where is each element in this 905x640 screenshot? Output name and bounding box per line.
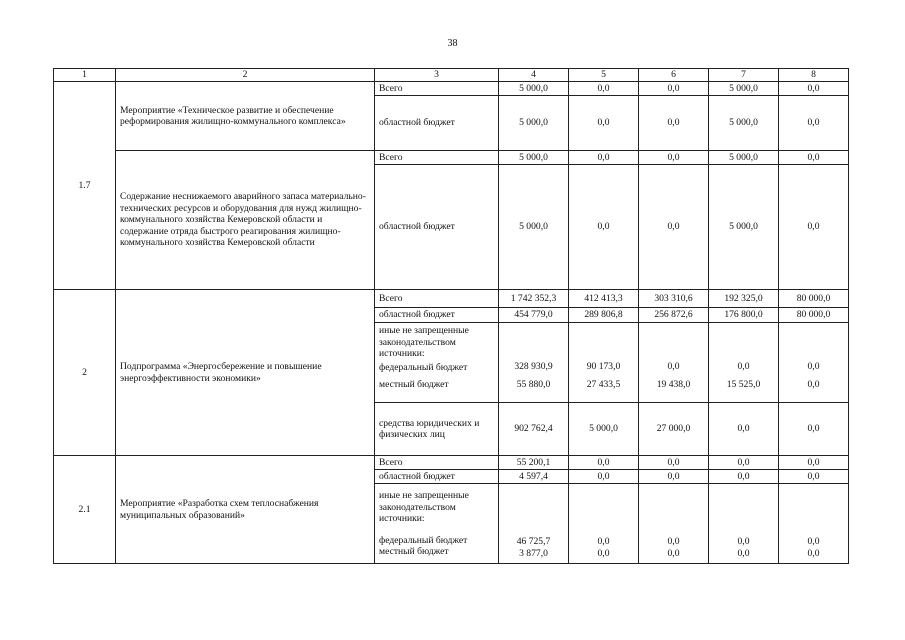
source-label [375, 484, 499, 564]
value-cell: 0,0 [569, 82, 639, 96]
table-row [54, 456, 849, 470]
value-cell: 80 000,0 [779, 290, 849, 308]
value-cell: 5 000,0 [709, 82, 779, 96]
value-cell: 1 742 352,3 [499, 290, 569, 308]
federal-value: 0,0 [667, 536, 680, 547]
federal-value: 0,0 [807, 536, 820, 547]
value-cell [639, 323, 709, 403]
source-label: областной бюджет [375, 165, 499, 290]
value-cell: 4 597,4 [499, 470, 569, 484]
value-cell: 0,0 [779, 403, 849, 456]
local-value: 27 433,5 [586, 378, 621, 390]
header-cell: 7 [709, 69, 779, 82]
value-cell: 5 000,0 [499, 165, 569, 290]
value-cell: 0,0 [569, 151, 639, 165]
federal-value: 328 930,9 [514, 361, 553, 372]
source-label: Всего [375, 456, 499, 470]
federal-value: 0,0 [737, 536, 750, 547]
source-label: Всего [375, 151, 499, 165]
header-cell: 3 [375, 69, 499, 82]
federal-value: 46 725,7 [516, 536, 551, 547]
value-cell: 256 872,6 [639, 308, 709, 323]
value-cell: 0,0 [709, 470, 779, 484]
value-cell: 0,0 [779, 82, 849, 96]
row-number: 2.1 [54, 456, 116, 564]
row-number: 2 [54, 290, 116, 456]
value-cell: 0,0 [569, 456, 639, 470]
value-cell [709, 484, 779, 564]
source-label: Всего [375, 82, 499, 96]
value-cell: 80 000,0 [779, 308, 849, 323]
local-value: 3 877,0 [519, 547, 548, 559]
local-value: 0,0 [737, 547, 750, 559]
value-cell: 5 000,0 [569, 403, 639, 456]
source-label: областной бюджет [375, 96, 499, 151]
header-cell: 5 [569, 69, 639, 82]
source-label [375, 323, 499, 403]
table-row [54, 290, 849, 308]
item-name: Мероприятие «Разработка схем теплоснабжения муниципальных образований» [116, 456, 375, 564]
table-row [54, 151, 849, 165]
header-cell: 8 [779, 69, 849, 82]
header-cell: 2 [116, 69, 375, 82]
value-cell: 0,0 [779, 165, 849, 290]
local-value: 0,0 [807, 378, 820, 390]
value-cell: 0,0 [639, 82, 709, 96]
page-number: 38 [447, 38, 458, 49]
source-label: Всего [375, 290, 499, 308]
federal-value: 0,0 [667, 361, 680, 372]
local-label: местный бюджет [379, 379, 449, 390]
value-cell: 303 310,6 [639, 290, 709, 308]
value-cell: 0,0 [569, 96, 639, 151]
value-cell [499, 323, 569, 403]
header-cell: 1 [54, 69, 116, 82]
federal-label: федеральный бюджет [379, 534, 468, 546]
value-cell: 5 000,0 [709, 165, 779, 290]
item-name: Мероприятие «Техническое развитие и обеспечение реформирования жилищно-коммунального комплекса» [116, 82, 375, 151]
value-cell: 0,0 [639, 470, 709, 484]
value-cell: 0,0 [569, 470, 639, 484]
source-label: областной бюджет [375, 308, 499, 323]
value-cell: 412 413,3 [569, 290, 639, 308]
federal-value: 90 173,0 [586, 361, 621, 372]
value-cell [779, 323, 849, 403]
value-cell: 0,0 [779, 151, 849, 165]
local-value: 0,0 [597, 547, 610, 559]
value-cell: 192 325,0 [709, 290, 779, 308]
local-value: 0,0 [667, 547, 680, 559]
federal-label: федеральный бюджет [379, 361, 468, 373]
value-cell: 5 000,0 [709, 96, 779, 151]
value-cell: 5 000,0 [499, 82, 569, 96]
value-cell: 0,0 [639, 165, 709, 290]
table-row [54, 82, 849, 96]
federal-value: 0,0 [807, 361, 820, 372]
value-cell: 0,0 [709, 403, 779, 456]
value-cell: 55 200,1 [499, 456, 569, 470]
local-label: местный бюджет [379, 546, 449, 557]
value-cell: 0,0 [639, 456, 709, 470]
header-cell: 4 [499, 69, 569, 82]
value-cell: 176 800,0 [709, 308, 779, 323]
value-cell: 0,0 [779, 470, 849, 484]
value-cell: 5 000,0 [499, 96, 569, 151]
value-cell: 0,0 [569, 165, 639, 290]
item-name: Подпрограмма «Энергосбережение и повышение энергоэффективности экономики» [116, 290, 375, 456]
value-cell: 0,0 [639, 96, 709, 151]
value-cell: 902 762,4 [499, 403, 569, 456]
source-label: средства юридических и физических лиц [375, 403, 499, 456]
value-cell: 27 000,0 [639, 403, 709, 456]
federal-value: 0,0 [597, 536, 610, 547]
value-cell [639, 484, 709, 564]
value-cell: 0,0 [709, 456, 779, 470]
value-cell: 0,0 [779, 96, 849, 151]
header-cell: 6 [639, 69, 709, 82]
value-cell: 289 806,8 [569, 308, 639, 323]
item-name: Содержание неснижаемого аварийного запаса материально-технических ресурсов и оборудования для нужд жилищно-коммунального хозяйства Кемеровской области и содержание отряда быстрого реагирования жилищно-коммунального хозяйства Кемеровской области [116, 151, 375, 290]
value-cell: 454 779,0 [499, 308, 569, 323]
local-value: 19 438,0 [656, 378, 691, 390]
value-cell: 0,0 [779, 456, 849, 470]
source-label: областной бюджет [375, 470, 499, 484]
value-cell: 5 000,0 [709, 151, 779, 165]
federal-value: 0,0 [737, 361, 750, 372]
value-cell [569, 323, 639, 403]
local-value: 15 525,0 [726, 378, 761, 390]
value-cell [499, 484, 569, 564]
value-cell [709, 323, 779, 403]
other-sources-label: иные не запрещенные законодательством источники: [379, 490, 469, 524]
local-value: 55 880,0 [516, 378, 551, 390]
value-cell [779, 484, 849, 564]
row-number: 1.7 [54, 82, 116, 290]
local-value: 0,0 [807, 547, 820, 559]
budget-table [53, 68, 849, 564]
value-cell [569, 484, 639, 564]
header-row [54, 69, 849, 82]
other-sources-label: иные не запрещенные законодательством источники: [379, 325, 469, 359]
value-cell: 5 000,0 [499, 151, 569, 165]
value-cell: 0,0 [639, 151, 709, 165]
